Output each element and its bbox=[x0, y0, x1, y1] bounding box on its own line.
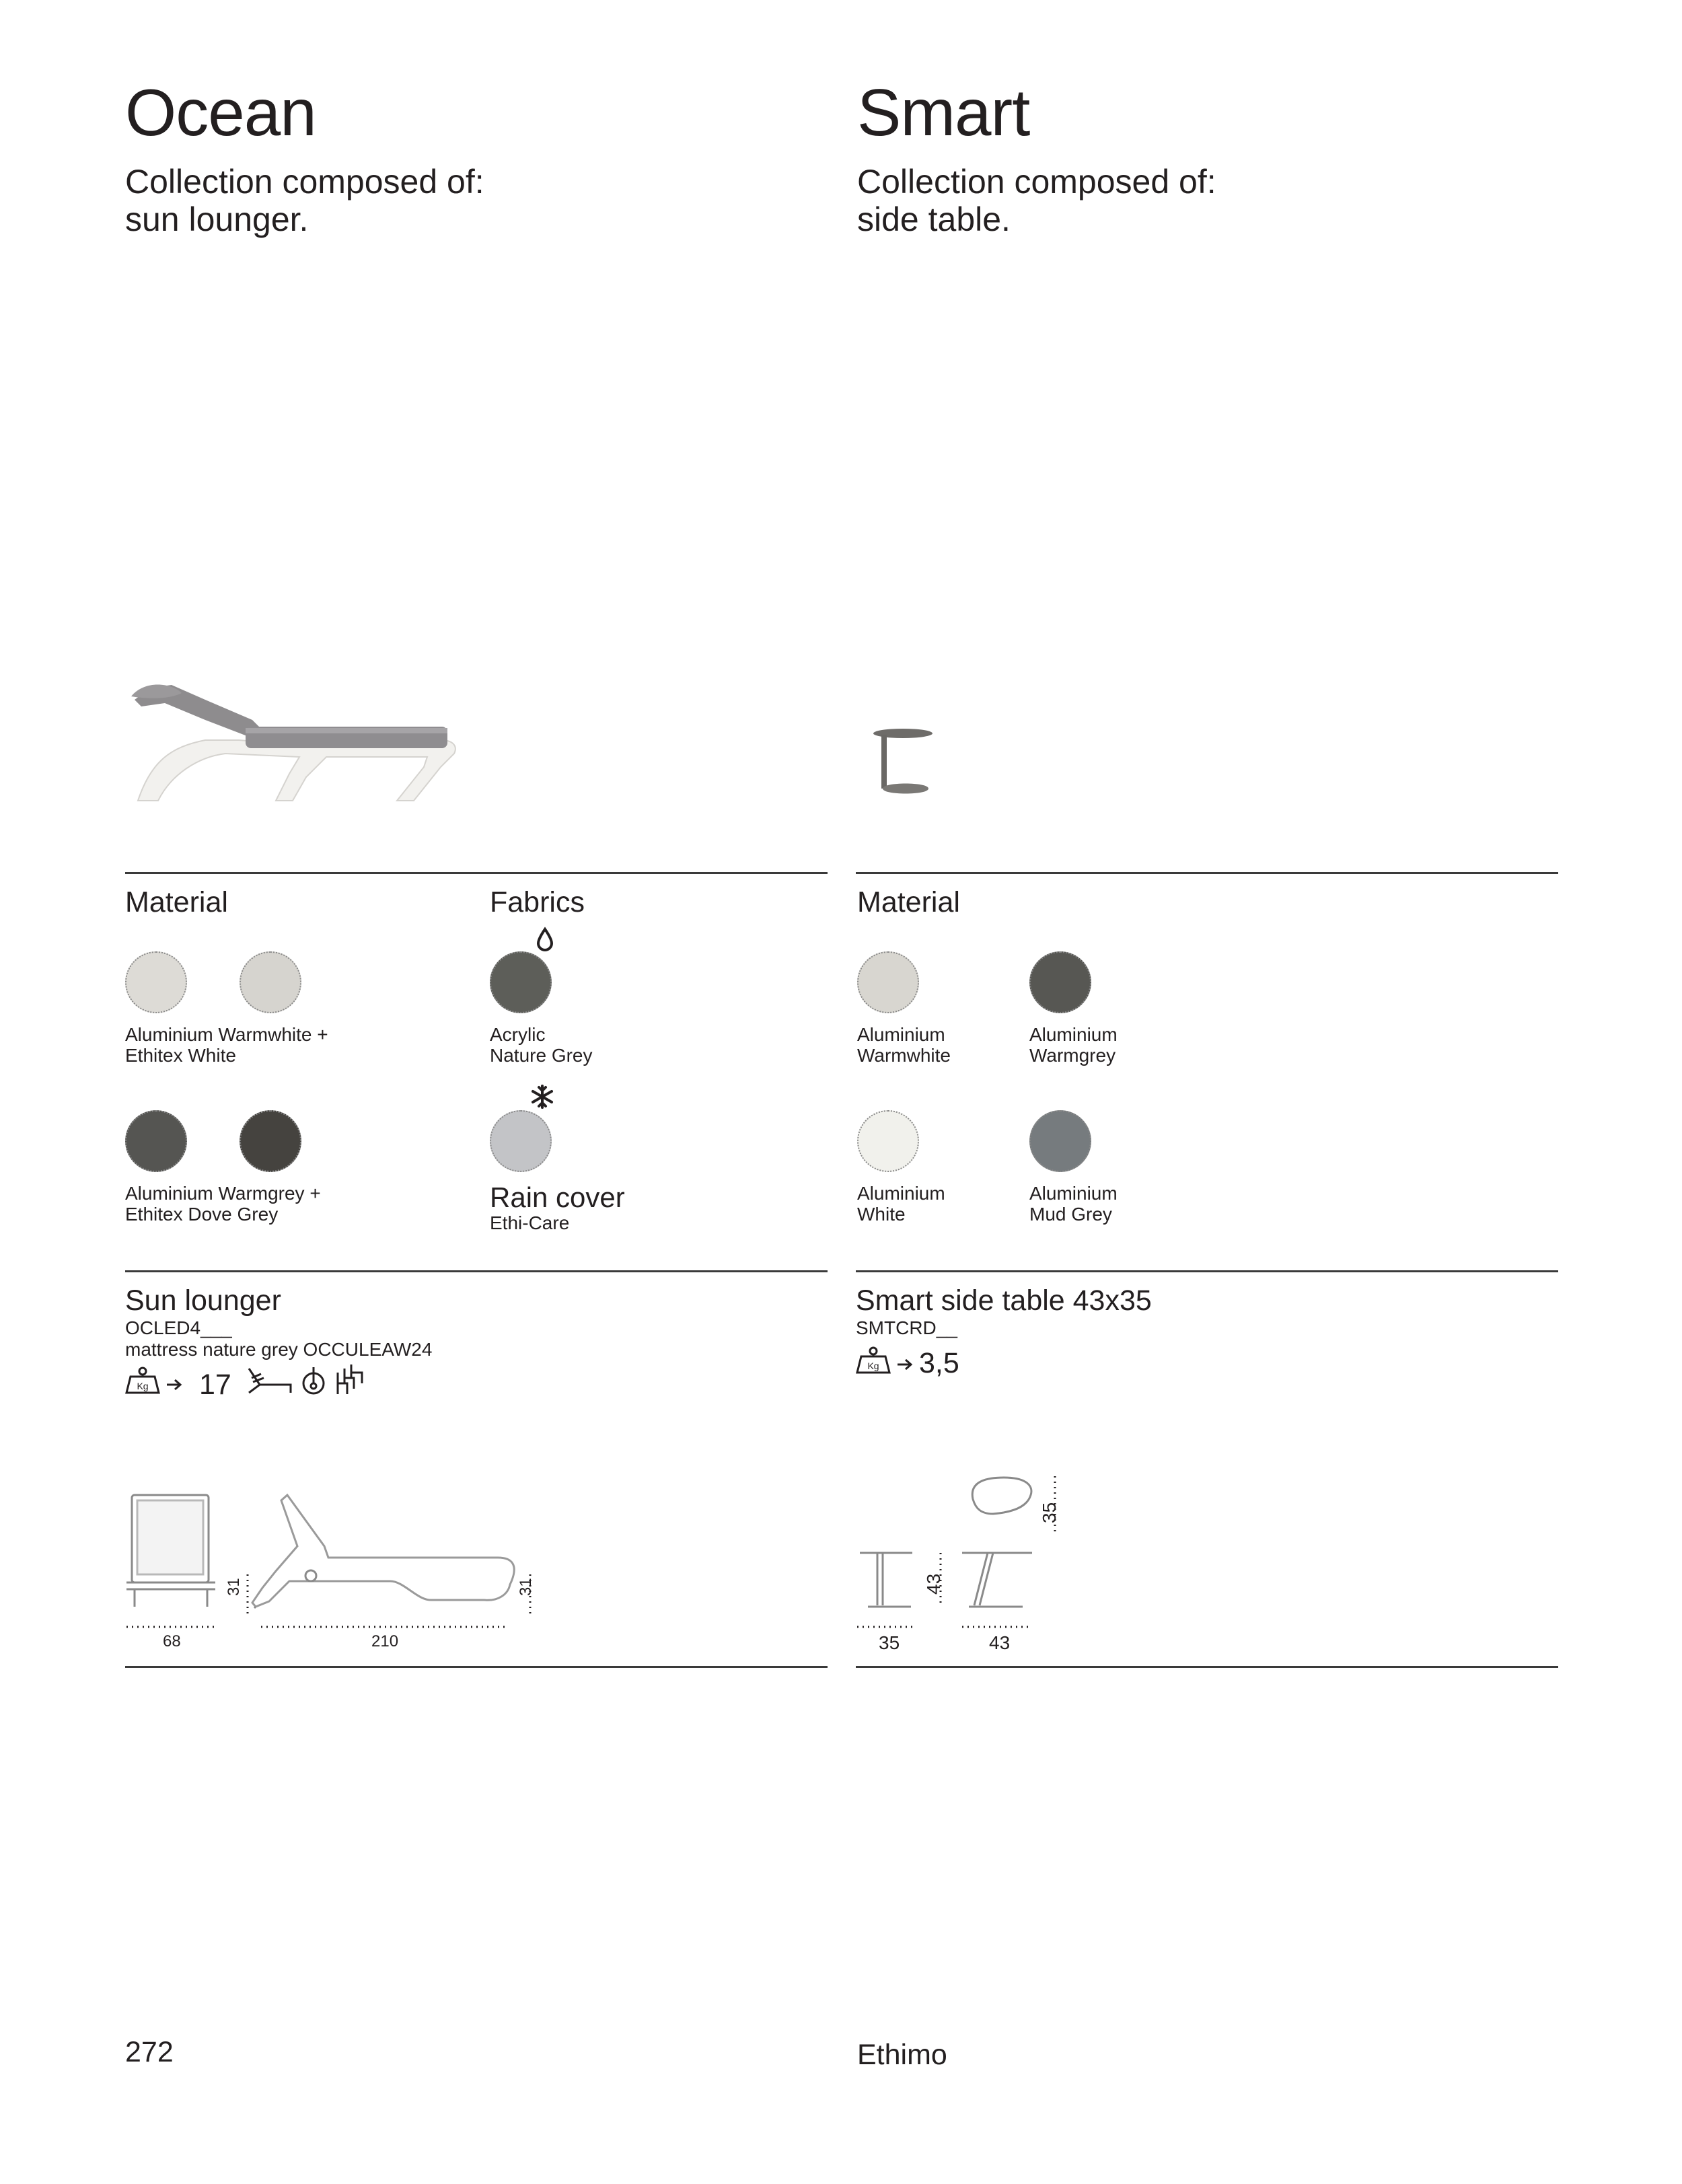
fabric-label: Acrylic Nature Grey bbox=[490, 1024, 593, 1066]
divider bbox=[125, 1270, 828, 1272]
collection-title-smart: Smart bbox=[857, 75, 1030, 149]
sun-lounger-drawing bbox=[121, 1494, 538, 1635]
snowflake-icon bbox=[530, 1085, 554, 1109]
dim-height-side: 31 bbox=[517, 1578, 535, 1596]
rain-cover-label: Rain cover Ethi-Care bbox=[490, 1181, 625, 1233]
swatch-aluminium-white bbox=[857, 1110, 919, 1172]
dim-width: 35 bbox=[879, 1632, 900, 1653]
brand-name: Ethimo bbox=[857, 2039, 947, 2071]
side-table-drawing bbox=[854, 1473, 1083, 1642]
arrow-right-icon bbox=[896, 1358, 914, 1371]
material-label: Aluminium Warmgrey + Ethitex Dove Grey bbox=[125, 1183, 321, 1225]
swatch-aluminium-warmwhite bbox=[125, 951, 187, 1013]
swatch-aluminium-warmgrey bbox=[1029, 951, 1091, 1013]
stackable-icon bbox=[335, 1363, 370, 1395]
material-label: Aluminium White bbox=[857, 1183, 945, 1225]
material-label: Aluminium Warmwhite + Ethitex White bbox=[125, 1024, 328, 1066]
side-table-photo bbox=[868, 727, 942, 807]
swatch-aluminium-warmgrey bbox=[125, 1110, 187, 1172]
weight-icon bbox=[856, 1346, 891, 1375]
divider bbox=[856, 1270, 1558, 1272]
material-heading: Material bbox=[125, 886, 228, 918]
dim-length: 210 bbox=[371, 1632, 399, 1650]
swatch-aluminium-mud-grey bbox=[1029, 1110, 1091, 1172]
material-label: Aluminium Warmgrey bbox=[1029, 1024, 1118, 1066]
arrow-right-icon bbox=[166, 1378, 183, 1391]
collection-subtitle-ocean: Collection composed of: sun lounger. bbox=[125, 163, 484, 238]
divider bbox=[125, 1666, 828, 1668]
svg-text:Kg: Kg bbox=[137, 1381, 149, 1391]
dim-height: 43 bbox=[923, 1573, 944, 1595]
mattress-code: mattress nature grey OCCULEAW24 bbox=[125, 1339, 433, 1360]
product-name: Sun lounger bbox=[125, 1284, 281, 1317]
product-weight: 17 bbox=[199, 1369, 231, 1401]
material-heading: Material bbox=[857, 886, 960, 918]
swatch-rain-cover bbox=[490, 1110, 552, 1172]
dim-height-front: 31 bbox=[225, 1578, 243, 1596]
dim-depth: 43 bbox=[989, 1632, 1011, 1653]
product-code: OCLED4___ bbox=[125, 1317, 232, 1338]
product-code: SMTCRD__ bbox=[856, 1317, 957, 1338]
wheels-icon bbox=[300, 1366, 327, 1395]
swatch-aluminium-warmwhite bbox=[857, 951, 919, 1013]
sun-lounger-photo bbox=[124, 673, 474, 814]
swatch-acrylic-nature-grey bbox=[490, 951, 552, 1013]
svg-text:Kg: Kg bbox=[867, 1360, 879, 1371]
weight-icon bbox=[125, 1366, 160, 1395]
material-label: Aluminium Mud Grey bbox=[1029, 1183, 1118, 1225]
material-label: Aluminium Warmwhite bbox=[857, 1024, 951, 1066]
dim-top: 35 bbox=[1039, 1502, 1060, 1523]
water-drop-icon bbox=[536, 927, 554, 951]
page-number: 272 bbox=[125, 2036, 174, 2068]
product-weight: 3,5 bbox=[919, 1347, 959, 1379]
reclining-icon bbox=[246, 1366, 293, 1395]
product-name: Smart side table 43x35 bbox=[856, 1284, 1152, 1317]
collection-subtitle-smart: Collection composed of: side table. bbox=[857, 163, 1216, 238]
dim-depth: 68 bbox=[163, 1632, 181, 1650]
divider bbox=[856, 872, 1558, 874]
divider bbox=[856, 1666, 1558, 1668]
swatch-ethitex-white bbox=[240, 951, 301, 1013]
divider bbox=[125, 872, 828, 874]
fabrics-heading: Fabrics bbox=[490, 886, 585, 918]
swatch-ethitex-dove-grey bbox=[240, 1110, 301, 1172]
collection-title-ocean: Ocean bbox=[125, 75, 316, 149]
